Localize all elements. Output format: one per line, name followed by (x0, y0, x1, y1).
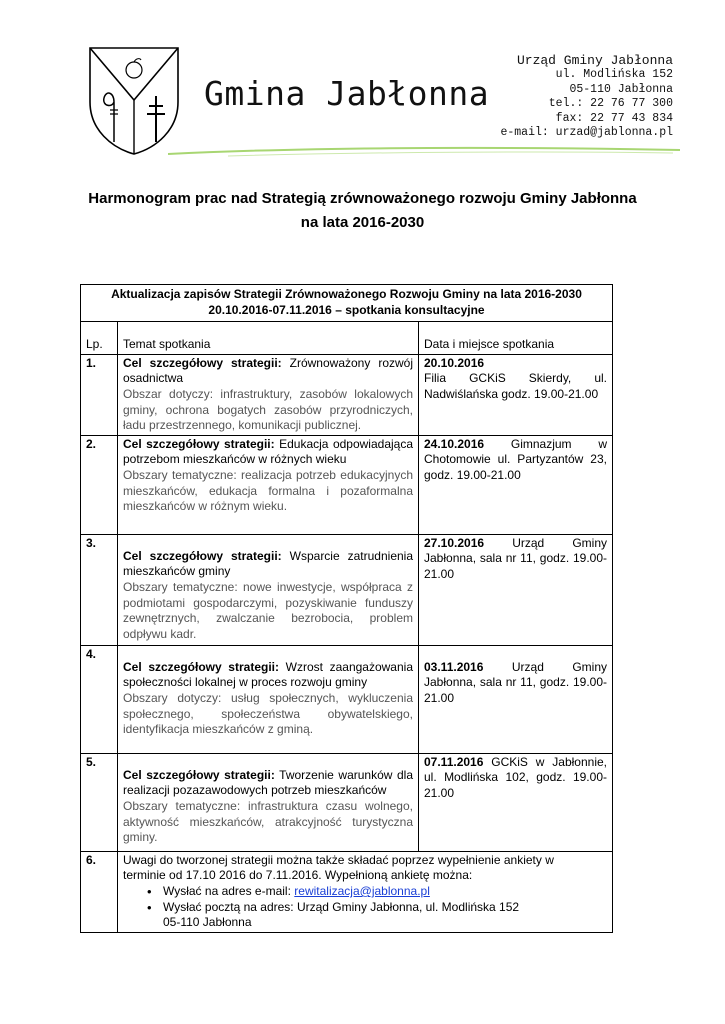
goal-label: Cel szczegółowy strategii: (123, 436, 275, 451)
areas-text: Obszary tematyczne: realizacja potrzeb edukacyjnych mieszkańców, edukacja formalna i pozaformalna mieszkańców w różnym wieku. (123, 467, 413, 514)
meeting-topic (118, 435, 419, 534)
list-item (163, 900, 607, 931)
email-option-label: Wysłać na adres e-mail: (163, 883, 295, 898)
col-header-topic: Temat spotkania (118, 322, 419, 355)
meeting-topic (118, 645, 419, 753)
areas-text: Obszar dotyczy: infrastruktury, zasobów lokalowych gminy, ochrona bogatych zasobów przyrodniczych, ładu przestrzennego, komunikacji publicznej. (123, 386, 413, 433)
municipality-title: Gmina Jabłonna (204, 74, 490, 113)
col-header-lp: Lp. (81, 322, 118, 355)
table-title-row (81, 285, 613, 322)
areas-text: Obszary tematyczne: nowe inwestycje, współpraca z podmiotami gospodarczymi, pozyskiwanie funduszy zewnętrznych, zwalczanie bezrobocia, problem odpływu kadr. (123, 579, 413, 641)
table-title: Aktualizacja zapisów Strategii Zrównoważonego Rozwoju Gminy na lata 2016-2030 (111, 287, 582, 301)
notes-row (81, 851, 613, 932)
header-divider-line (168, 142, 680, 162)
post-option-line2: 05-110 Jabłonna (163, 915, 252, 930)
meeting-topic (118, 354, 419, 435)
meeting-place (419, 534, 613, 645)
table-row (81, 645, 613, 753)
row-number: 6. (81, 851, 118, 932)
email-link[interactable]: rewitalizacja@jablonna.pl (294, 883, 430, 898)
submission-options (123, 884, 607, 931)
col-header-place: Data i miejsce spotkania (419, 322, 613, 355)
meeting-date: 27.10.2016 (424, 535, 485, 550)
meeting-place (419, 354, 613, 435)
meeting-date: 20.10.2016 (424, 355, 485, 370)
document-subtitle: na lata 2016-2030 (300, 214, 425, 231)
meeting-location: Filia GCKiS Skierdy, ul. Nadwiślańska godz. 19.00-21.00 (424, 371, 607, 401)
table-row (81, 354, 613, 435)
areas-text: Obszary dotyczy: usług społecznych, wykluczenia społecznego, społeczeństwa obywatelskiego, identyfikacja mieszkańców z gminą. (123, 690, 413, 737)
goal-label: Cel szczegółowy strategii: (123, 659, 279, 674)
document-title: Harmonogram prac nad Strategią zrównoważonego rozwoju Gminy Jabłonna (88, 190, 637, 207)
goal-label: Cel szczegółowy strategii: (123, 548, 282, 563)
municipality-crest (86, 44, 182, 156)
schedule-table (80, 284, 613, 933)
meeting-place (419, 435, 613, 534)
areas-text: Obszary tematyczne: infrastruktura czasu wolnego, aktywność mieszkańców, atrakcyjność turystyczna gminy. (123, 798, 413, 845)
email: e-mail: urzad@jablonna.pl (500, 126, 673, 140)
goal-label: Cel szczegółowy strategii: (123, 767, 275, 782)
row-number: 1. (81, 354, 118, 435)
meeting-location: Urząd Gminy Jabłonna, sala nr 11, godz. 19.00-21.00 (424, 659, 607, 705)
meeting-date: 24.10.2016 (424, 436, 485, 451)
row-number: 2. (81, 435, 118, 534)
table-row (81, 753, 613, 851)
table-row (81, 435, 613, 534)
notes-cell (118, 851, 613, 932)
table-row (81, 534, 613, 645)
meeting-date: 03.11.2016 (424, 659, 484, 674)
phone: tel.: 22 76 77 300 (548, 97, 673, 111)
contact-block (500, 54, 673, 140)
meeting-location: Gimnazjum w Chotomowie ul. Partyzantów 23, godz. 19.00-21.00 (424, 436, 607, 482)
fax: fax: 22 77 43 834 (555, 111, 673, 125)
list-item (163, 884, 607, 900)
meeting-topic (118, 534, 419, 645)
goal-text: Wzrost zaangażowania społeczności lokalnej w proces rozwoju gminy (123, 659, 413, 690)
meeting-location: Urząd Gminy Jabłonna, sala nr 11, godz. 19.00-21.00 (424, 535, 607, 581)
meeting-location: GCKiS w Jabłonnie, ul. Modlińska 102, godz. 19.00-21.00 (424, 754, 608, 800)
goal-text: Zrównoważony rozwój osadnictwa (123, 355, 413, 386)
meeting-date: 07.11.2016 (424, 754, 484, 769)
office-name: Urząd Gminy Jabłonna (516, 53, 673, 68)
row-number: 3. (81, 534, 118, 645)
notes-text: Uwagi do tworzonej strategii można także składać poprzez wypełnienie ankiety w terminie od 17.10 2016 do 7.11.2016. Wypełnioną ankietę można: (123, 852, 554, 883)
post-option-line1: • Wysłać pocztą na adres: Urząd Gminy Jabłonna, ul. Modlińska 152 (163, 899, 520, 914)
goal-label: Cel szczegółowy strategii: (123, 355, 282, 370)
goal-text: Edukacja odpowiadająca potrzebom mieszkańców w różnych wieku (123, 436, 413, 467)
goal-text: Wsparcie zatrudnienia mieszkańców gminy (123, 548, 413, 579)
meeting-place (419, 645, 613, 753)
row-number: 4. (81, 645, 118, 753)
meeting-place (419, 753, 613, 851)
goal-text: Tworzenie warunków dla realizacji pozazawodowych potrzeb mieszkańców (123, 767, 413, 798)
row-number: 5. (81, 753, 118, 851)
address-street: ul. Modlińska 152 (555, 68, 673, 82)
address-postal: 05-110 Jabłonna (569, 82, 673, 96)
table-subtitle: 20.10.2016-07.11.2016 – spotkania konsultacyjne (208, 302, 485, 317)
meeting-topic (118, 753, 419, 851)
column-header-row (81, 322, 613, 355)
